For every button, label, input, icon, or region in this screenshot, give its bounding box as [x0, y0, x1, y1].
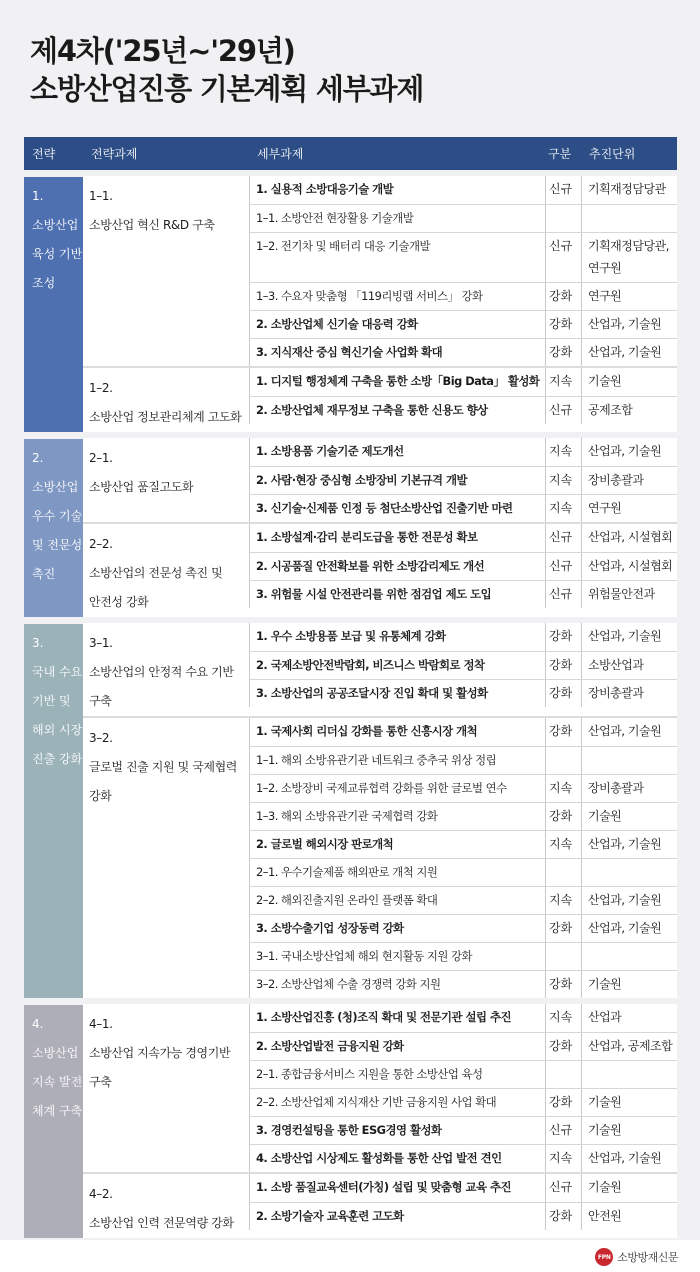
type-cell: 신규 — [545, 581, 581, 608]
detail-task: 1. 국제사회 리더십 강화를 통한 신흥시장 개척 — [256, 724, 478, 738]
unit-cell: 산업과, 시설협회 — [581, 524, 677, 552]
task-label-line: 2–1. — [89, 451, 113, 465]
task-label-line: 1–2. — [89, 381, 113, 395]
detail-task: 3–1. 국내소방산업체 해외 현지활동 지원 강화 — [256, 949, 472, 963]
unit-cell: 연구원 — [581, 283, 677, 310]
type-cell: 신규 — [545, 1117, 581, 1144]
detail-task: 2. 소방기술자 교육훈련 고도화 — [256, 1209, 404, 1223]
task-block — [83, 366, 677, 432]
detail-rows — [249, 623, 677, 716]
table-row — [249, 970, 677, 998]
header-detail: 세부과제 — [257, 147, 304, 161]
type-cell: 신규 — [545, 233, 581, 282]
task-label — [83, 1005, 249, 1172]
table-row — [249, 1116, 677, 1144]
strategy-label-line: 소방산업 — [32, 1046, 79, 1060]
unit-cell: 위험물안전과 — [581, 581, 677, 608]
table-row — [249, 176, 677, 204]
task-label — [83, 525, 249, 617]
type-cell: 강화 — [545, 1089, 581, 1116]
detail-task: 1. 소방 품질교육센터(가칭) 설립 및 맞춤형 교육 추진 — [256, 1180, 511, 1194]
unit-cell: 기술원 — [581, 1089, 677, 1116]
unit-cell — [581, 205, 677, 232]
unit-cell: 산업과 — [581, 1004, 677, 1032]
unit-cell: 장비총괄과 — [581, 467, 677, 494]
type-cell: 신규 — [545, 1174, 581, 1202]
detail-task: 2. 국제소방안전박람회, 비즈니스 박람회로 정착 — [256, 658, 485, 672]
strategy-content — [83, 176, 677, 432]
table-row — [249, 438, 677, 466]
detail-rows — [249, 1004, 677, 1172]
task-table — [24, 137, 677, 1238]
task-label — [83, 177, 249, 366]
header-strategy: 전략 — [32, 147, 56, 161]
type-cell: 지속 — [545, 368, 581, 396]
detail-task: 3. 경영컨설팅을 통한 ESG경영 활성화 — [256, 1123, 442, 1137]
detail-task: 2–2. 해외진출지원 온라인 플랫폼 확대 — [256, 893, 438, 907]
task-label-line: 1–1. — [89, 189, 113, 203]
type-cell: 지속 — [545, 775, 581, 802]
task-label-line: 소방산업 인력 전문역량 강화 — [89, 1216, 234, 1230]
type-cell: 강화 — [545, 915, 581, 942]
type-cell: 지속 — [545, 887, 581, 914]
strategy-label-line: 소방산업 — [32, 480, 79, 494]
table-row — [249, 1202, 677, 1230]
strategy-label-line: 및 전문성 — [32, 538, 83, 552]
task-label — [83, 1175, 249, 1238]
unit-cell: 산업과, 기술원 — [581, 311, 677, 338]
task-label-line: 소방산업의 전문성 촉진 및 — [89, 566, 223, 580]
type-cell: 강화 — [545, 283, 581, 310]
detail-task: 3. 지식재산 중심 혁신기술 사업화 확대 — [256, 345, 443, 359]
task-block — [83, 522, 677, 617]
table-row — [249, 494, 677, 522]
task-label-line: 소방산업 품질고도화 — [89, 480, 194, 494]
type-cell: 지속 — [545, 831, 581, 858]
task-label-line: 3–2. — [89, 731, 113, 745]
table-row — [249, 718, 677, 746]
strategy-section — [24, 438, 677, 617]
table-row — [249, 942, 677, 970]
detail-task: 1–1. 소방안전 현장활용 기술개발 — [256, 211, 414, 225]
unit-cell: 기술원 — [581, 1117, 677, 1144]
strategy-label — [24, 439, 83, 617]
detail-task: 2. 시공품질 안전확보를 위한 소방감리제도 개선 — [256, 559, 485, 573]
type-cell: 신규 — [545, 397, 581, 424]
strategy-label-line: 4. — [32, 1017, 44, 1031]
detail-task: 2. 소방산업체 재무정보 구축을 통한 신용도 향상 — [256, 403, 488, 417]
unit-cell: 산업과, 공제조합 — [581, 1033, 677, 1060]
type-cell: 지속 — [545, 1145, 581, 1172]
task-label — [83, 369, 249, 432]
detail-task: 1. 디지털 행정체계 구축을 통한 소방「Big Data」 활성화 — [256, 374, 540, 388]
type-cell — [545, 1061, 581, 1088]
detail-task: 1. 실용적 소방대응기술 개발 — [256, 182, 394, 196]
type-cell: 강화 — [545, 803, 581, 830]
title-line-1: 제4차('25년~'29년) — [30, 34, 295, 68]
logo-icon: FPN — [595, 1248, 613, 1266]
detail-task: 3. 소방산업의 공공조달시장 진입 확대 및 활성화 — [256, 686, 488, 700]
table-row — [249, 1088, 677, 1116]
task-label-line: 구축 — [89, 1075, 112, 1089]
unit-cell: 장비총괄과 — [581, 680, 677, 707]
table-row — [249, 886, 677, 914]
strategy-label-line: 육성 기반 — [32, 247, 83, 261]
table-row — [249, 623, 677, 651]
unit-cell — [581, 747, 677, 774]
unit-cell: 산업과, 기술원 — [581, 623, 677, 651]
detail-task: 1. 우수 소방용품 보급 및 유통체계 강화 — [256, 629, 446, 643]
detail-rows — [249, 176, 677, 366]
detail-task: 2–1. 종합금융서비스 지원을 통한 소방산업 육성 — [256, 1067, 483, 1081]
unit-cell: 산업과, 기술원 — [581, 887, 677, 914]
strategy-label-line: 체계 구축 — [32, 1104, 83, 1118]
page-title — [30, 32, 423, 108]
unit-cell: 기술원 — [581, 803, 677, 830]
table-row — [249, 679, 677, 707]
task-block — [83, 438, 677, 522]
table-row — [249, 1060, 677, 1088]
table-row — [249, 310, 677, 338]
strategy-label-line: 해외 시장 — [32, 723, 83, 737]
table-row — [249, 774, 677, 802]
detail-task: 1. 소방산업진흥 (청)조직 확대 및 전문기관 설립 추진 — [256, 1010, 511, 1024]
type-cell: 지속 — [545, 467, 581, 494]
detail-task: 1–2. 전기차 및 배터리 대응 기술개발 — [256, 239, 430, 253]
task-label-line: 구축 — [89, 694, 112, 708]
table-row — [249, 368, 677, 396]
unit-cell: 산업과, 기술원 — [581, 915, 677, 942]
task-label — [83, 439, 249, 522]
task-label-line: 소방산업 혁신 R&D 구축 — [89, 218, 215, 232]
detail-task: 2. 글로벌 해외시장 판로개척 — [256, 837, 394, 851]
detail-task: 2–2. 소방산업체 지식재산 기반 금융지원 사업 확대 — [256, 1095, 497, 1109]
task-label-line: 소방산업 지속가능 경영기반 — [89, 1046, 231, 1060]
strategy-label — [24, 624, 83, 998]
detail-rows — [249, 1174, 677, 1238]
task-label-line: 2–2. — [89, 537, 113, 551]
detail-task: 3. 신기술·신제품 인정 등 첨단소방산업 진출기반 마련 — [256, 501, 513, 515]
unit-cell: 소방산업과 — [581, 652, 677, 679]
type-cell — [545, 859, 581, 886]
task-label-line: 소방산업의 안정적 수요 기반 — [89, 665, 234, 679]
detail-task: 1. 소방용품 기술기준 제도개선 — [256, 444, 404, 458]
detail-rows — [249, 368, 677, 432]
table-row — [249, 1004, 677, 1032]
unit-cell: 산업과, 시설협회 — [581, 553, 677, 580]
strategy-label — [24, 177, 83, 432]
table-row — [249, 338, 677, 366]
type-cell — [545, 205, 581, 232]
detail-task: 4. 소방산업 시상제도 활성화를 통한 산업 발전 견인 — [256, 1151, 502, 1165]
detail-task: 3–2. 소방산업체 수출 경쟁력 강화 지원 — [256, 977, 441, 991]
task-block — [83, 1004, 677, 1172]
task-label — [83, 624, 249, 716]
table-row — [249, 651, 677, 679]
table-row — [249, 232, 677, 282]
unit-cell — [581, 1061, 677, 1088]
detail-task: 1–2. 소방장비 국제교류협력 강화를 위한 글로벌 연수 — [256, 781, 507, 795]
type-cell: 신규 — [545, 524, 581, 552]
table-row — [249, 914, 677, 942]
type-cell: 강화 — [545, 652, 581, 679]
unit-cell: 기획재정담당관 — [581, 176, 677, 204]
strategy-content — [83, 1004, 677, 1238]
header-unit: 추진단위 — [589, 147, 636, 161]
strategy-label-line: 소방산업 — [32, 218, 79, 232]
table-row — [249, 580, 677, 608]
task-block — [83, 1172, 677, 1238]
strategy-label-line: 진출 강화 — [32, 752, 83, 766]
header-task: 전략과제 — [91, 147, 138, 161]
type-cell: 강화 — [545, 623, 581, 651]
table-row — [249, 830, 677, 858]
table-row — [249, 204, 677, 232]
unit-cell: 장비총괄과 — [581, 775, 677, 802]
task-block — [83, 623, 677, 716]
unit-cell: 기술원 — [581, 971, 677, 998]
table-row — [249, 802, 677, 830]
table-header — [24, 137, 677, 170]
unit-cell: 기술원 — [581, 368, 677, 396]
table-body — [24, 176, 677, 1238]
type-cell — [545, 747, 581, 774]
type-cell: 강화 — [545, 339, 581, 366]
table-row — [249, 524, 677, 552]
type-cell: 강화 — [545, 1203, 581, 1230]
detail-task: 2–1. 우수기술제품 해외판로 개척 지원 — [256, 865, 438, 879]
task-label-line: 글로벌 진출 지원 및 국제협력 — [89, 760, 237, 774]
unit-cell — [581, 233, 677, 282]
detail-task: 2. 소방산업발전 금융지원 강화 — [256, 1039, 404, 1053]
type-cell: 강화 — [545, 971, 581, 998]
unit-line: 기획재정담당관, — [588, 239, 669, 253]
unit-line: 연구원 — [588, 261, 622, 275]
task-label-line: 4–2. — [89, 1187, 113, 1201]
publisher-logo — [595, 1248, 678, 1266]
logo-text: 소방방재신문 — [617, 1251, 678, 1264]
table-row — [249, 552, 677, 580]
task-label-line: 안전성 강화 — [89, 595, 149, 609]
type-cell: 강화 — [545, 680, 581, 707]
type-cell: 강화 — [545, 718, 581, 746]
strategy-label-line: 촉진 — [32, 567, 56, 581]
unit-cell: 안전원 — [581, 1203, 677, 1230]
unit-cell: 공제조합 — [581, 397, 677, 424]
table-row — [249, 858, 677, 886]
detail-task: 2. 소방산업체 신기술 대응력 강화 — [256, 317, 418, 331]
type-cell: 신규 — [545, 553, 581, 580]
detail-task: 1–1. 해외 소방유관기관 네트워크 중추국 위상 정립 — [256, 753, 497, 767]
table-row — [249, 1032, 677, 1060]
unit-cell: 산업과, 기술원 — [581, 831, 677, 858]
strategy-content — [83, 438, 677, 617]
detail-rows — [249, 524, 677, 617]
task-label-line: 4–1. — [89, 1017, 113, 1031]
type-cell: 강화 — [545, 311, 581, 338]
unit-cell: 산업과, 기술원 — [581, 1145, 677, 1172]
detail-task: 2. 사람·현장 중심형 소방장비 기본규격 개발 — [256, 473, 467, 487]
detail-task: 1. 소방설계·감리 분리도급을 통한 전문성 확보 — [256, 530, 478, 544]
task-block — [83, 716, 677, 998]
strategy-label-line: 국내 수요 — [32, 665, 83, 679]
strategy-section — [24, 1004, 677, 1238]
strategy-label-line: 3. — [32, 636, 44, 650]
task-label-line: 3–1. — [89, 636, 113, 650]
strategy-section — [24, 176, 677, 432]
task-label — [83, 719, 249, 998]
detail-rows — [249, 438, 677, 522]
detail-task: 1–3. 해외 소방유관기관 국제협력 강화 — [256, 809, 438, 823]
unit-cell: 산업과, 기술원 — [581, 438, 677, 466]
type-cell: 지속 — [545, 438, 581, 466]
table-row — [249, 1144, 677, 1172]
type-cell: 지속 — [545, 495, 581, 522]
detail-task: 1–3. 수요자 맞춤형 「119리빙랩 서비스」 강화 — [256, 289, 483, 303]
task-label-line: 강화 — [89, 789, 112, 803]
detail-task: 3. 소방수출기업 성장동력 강화 — [256, 921, 404, 935]
task-label-line: 소방산업 정보관리체계 고도화 — [89, 410, 242, 424]
table-row — [249, 746, 677, 774]
type-cell: 지속 — [545, 1004, 581, 1032]
strategy-content — [83, 623, 677, 998]
strategy-label — [24, 1005, 83, 1238]
table-row — [249, 1174, 677, 1202]
header-type: 구분 — [548, 147, 572, 161]
unit-cell — [581, 859, 677, 886]
type-cell: 강화 — [545, 1033, 581, 1060]
strategy-label-line: 2. — [32, 451, 44, 465]
strategy-label-line: 지속 발전 — [32, 1075, 83, 1089]
strategy-label-line: 우수 기술 — [32, 509, 83, 523]
task-block — [83, 176, 677, 366]
strategy-label-line: 조성 — [32, 276, 56, 290]
unit-cell — [581, 943, 677, 970]
title-line-2: 소방산업진흥 기본계획 세부과제 — [30, 72, 424, 106]
strategy-label-line: 1. — [32, 189, 44, 203]
type-cell: 신규 — [545, 176, 581, 204]
table-row — [249, 282, 677, 310]
type-cell — [545, 943, 581, 970]
unit-cell: 산업과, 기술원 — [581, 339, 677, 366]
detail-task: 3. 위험물 시설 안전관리를 위한 점검업 제도 도입 — [256, 587, 492, 601]
unit-cell: 연구원 — [581, 495, 677, 522]
detail-rows — [249, 718, 677, 998]
unit-cell: 산업과, 기술원 — [581, 718, 677, 746]
strategy-label-line: 기반 및 — [32, 694, 71, 708]
table-row — [249, 466, 677, 494]
strategy-section — [24, 623, 677, 998]
table-row — [249, 396, 677, 424]
unit-cell: 기술원 — [581, 1174, 677, 1202]
